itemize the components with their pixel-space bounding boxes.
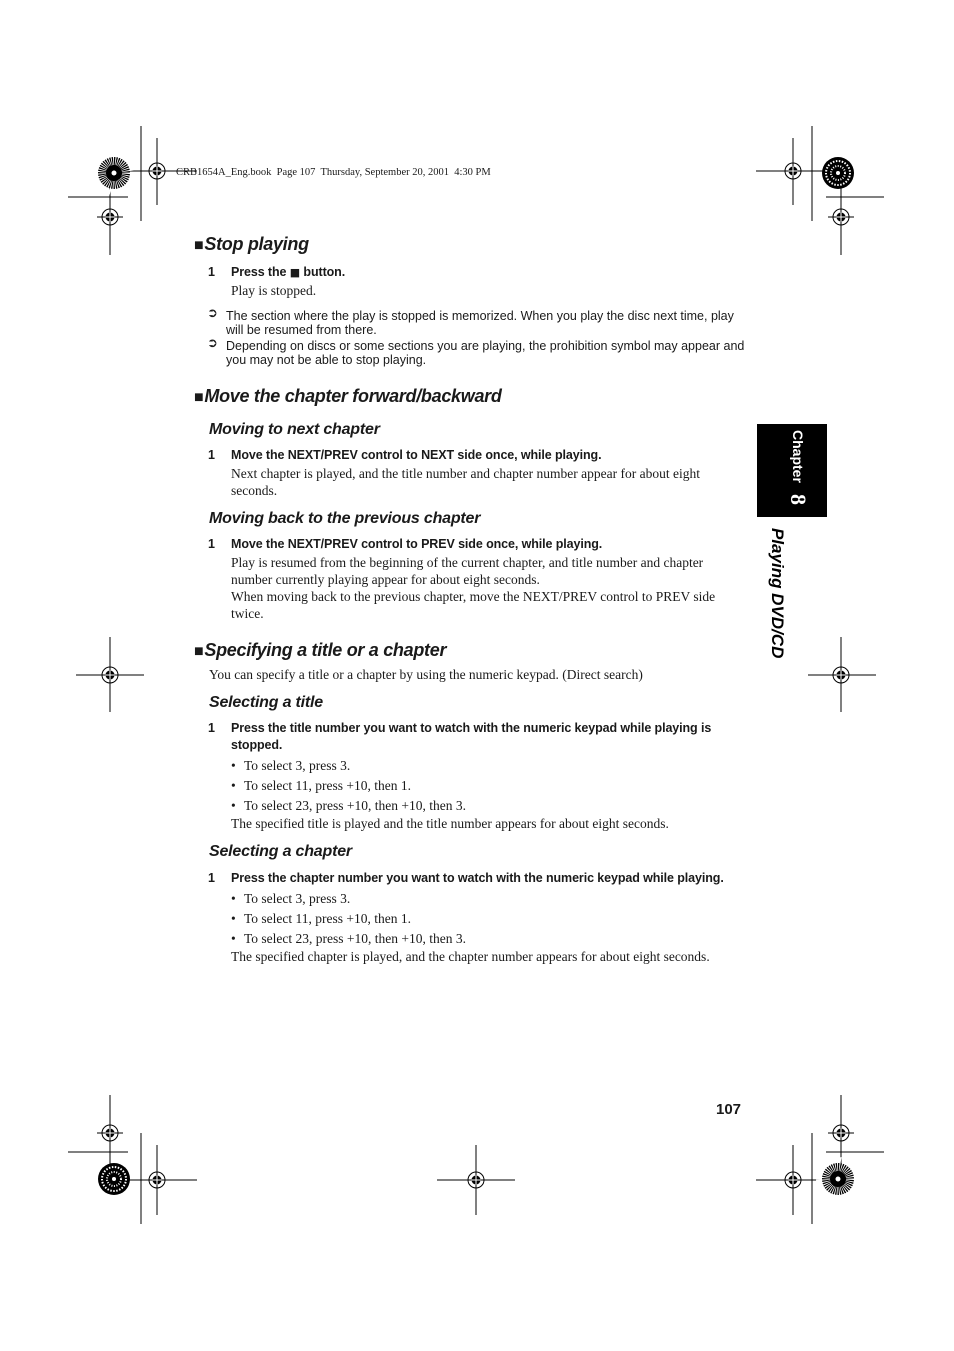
step-press-stop: Press the ■ button. <box>231 265 346 279</box>
list-item: • To select 23, press +10, then +10, then 3. <box>231 798 466 813</box>
chapter-section-title: Playing DVD/CD <box>768 528 787 659</box>
list-item: • To select 3, press 3. <box>231 758 351 773</box>
list-item: • To select 11, press +10, then 1. <box>231 778 412 793</box>
stop-symbol-icon: ■ <box>289 266 301 279</box>
subheading-selecting-title: Selecting a title <box>209 694 323 711</box>
list-item: • To select 3, press 3. <box>231 891 351 906</box>
subheading-previous-chapter: Moving back to the previous chapter <box>209 510 481 527</box>
note-arrow-icon: ➲ <box>207 306 218 321</box>
step-number: 1 <box>208 537 215 551</box>
step-number: 1 <box>208 871 215 885</box>
chapter-label: Chapter <box>790 430 806 483</box>
step-prev: Move the NEXT/PREV control to PREV side once, while playing. <box>231 537 603 551</box>
step-title-number: Press the title number you want to watch with the numeric keypad while playing is stopped. <box>231 721 712 752</box>
prev-result: Play is resumed from the beginning of the current chapter, and title number and chapter number currently playing appear for about eight seconds. <box>231 555 704 587</box>
specify-intro: You can specify a title or a chapter by using the numeric keypad. (Direct search) <box>209 667 643 682</box>
step-next: Move the NEXT/PREV control to NEXT side once, while playing. <box>231 448 602 462</box>
step-number: 1 <box>208 448 215 462</box>
note-memorized: The section where the play is stopped is memorized. When you play the disc next time, play will be resumed from there. <box>226 309 734 337</box>
note-arrow-icon: ➲ <box>207 336 218 351</box>
chapter-number: 8 <box>786 494 811 505</box>
square-bullet-icon: ■ <box>194 237 204 254</box>
title-result: The specified title is played and the title number appears for about eight seconds. <box>231 816 669 831</box>
step-number: 1 <box>208 721 215 735</box>
step-result: Play is stopped. <box>231 283 317 298</box>
chapter-tab <box>757 424 827 517</box>
step-chapter-number: Press the chapter number you want to watch with the numeric keypad while playing. <box>231 871 724 885</box>
step-number: 1 <box>208 265 215 279</box>
square-bullet-icon: ■ <box>194 643 204 660</box>
page-number: 107 <box>716 1101 742 1118</box>
heading-move-chapter: ■Move the chapter forward/backward <box>194 386 502 406</box>
list-item: • To select 11, press +10, then 1. <box>231 911 412 926</box>
print-header: CRB1654A_Eng.book Page 107 Thursday, September 20, 2001 4:30 PM <box>176 167 491 178</box>
chapter-result: The specified chapter is played, and the chapter number appears for about eight seconds. <box>231 949 710 964</box>
next-result: Next chapter is played, and the title number and chapter number appear for about eight seconds. <box>231 466 700 498</box>
square-bullet-icon: ■ <box>194 389 204 406</box>
subheading-selecting-chapter: Selecting a chapter <box>209 843 352 860</box>
prev-note: When moving back to the previous chapter, move the NEXT/PREV control to PREV side twice. <box>231 589 716 621</box>
list-item: • To select 23, press +10, then +10, then 3. <box>231 931 466 946</box>
heading-specifying: ■Specifying a title or a chapter <box>194 640 447 660</box>
subheading-next-chapter: Moving to next chapter <box>209 421 380 438</box>
note-prohibition: Depending on discs or some sections you are playing, the prohibition symbol may appear and you may not be able to stop playing. <box>226 339 745 367</box>
heading-stop-playing: ■Stop playing <box>194 234 309 254</box>
